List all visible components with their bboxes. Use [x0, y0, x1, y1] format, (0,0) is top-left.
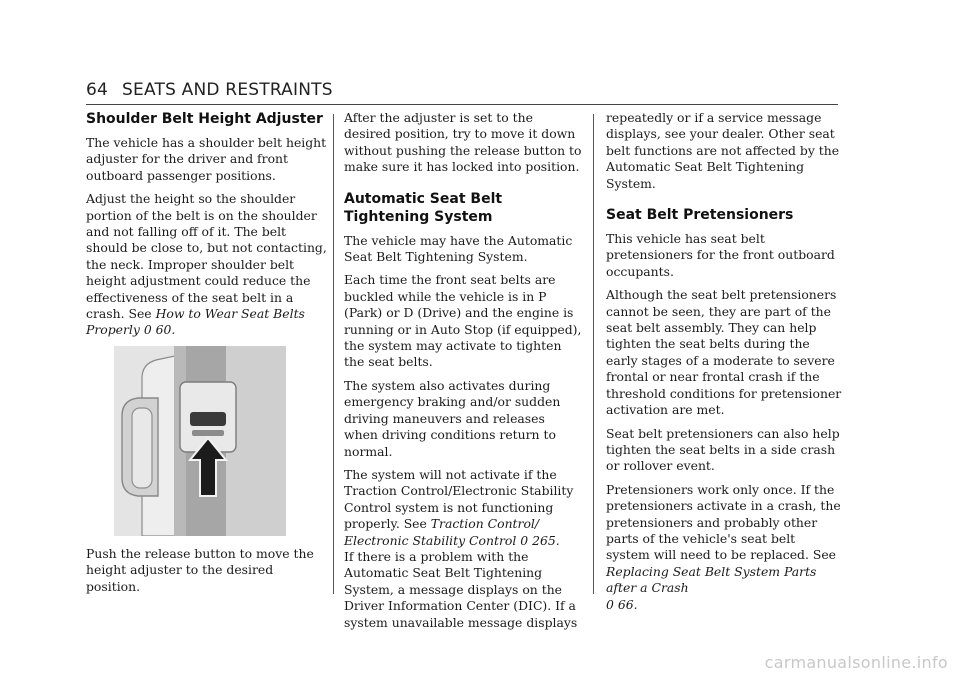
paragraph-text: Pretensioners work only once. If the pretensioners activate in a crash, the pretensioners and probably other parts of the vehicle's seat belt system will need to be replaced. See [606, 481, 841, 563]
paragraph: Each time the front seat belts are buckled while the vehicle is in P (Park) or D (Drive) and the engine is running or in Auto Stop (if equipped), the system may activate to tighten the seat belts. [344, 272, 582, 370]
paragraph: The vehicle has a shoulder belt height adjuster for the driver and front outboard passenger positions. [86, 135, 327, 183]
paragraph: repeatedly or if a service message displays, see your dealer. Other seat belt functions are not affected by the Automatic Seat Belt Tightening System. [606, 110, 840, 191]
paragraph-text: The system will not activate if the Traction Control/Electronic Stability Control system is not functioning properly. See [344, 466, 574, 532]
paragraph: If there is a problem with the Automatic Seat Belt Tightening System, a message displays on the Driver Information Center (DIC). If a system unavailable message displays [344, 548, 578, 630]
cross-reference-link[interactable]: Replacing Seat Belt System Parts after a Crash [606, 563, 817, 596]
column-3 [606, 110, 842, 620]
heading-shoulder-belt-height-adjuster: Shoulder Belt Height Adjuster [86, 111, 323, 127]
page-header [86, 80, 333, 100]
column-1 [86, 110, 328, 602]
column-divider [333, 114, 334, 594]
shoulder-belt-adjuster-illustration [114, 346, 286, 536]
paragraph: The system also activates during emergency braking and/or sudden driving maneuvers and releases when driving conditions return to normal. [344, 377, 561, 459]
paragraph [606, 482, 842, 613]
column-divider [593, 114, 594, 594]
figure-caption: Push the release button to move the height adjuster to the desired position. [86, 545, 314, 594]
paragraph: After the adjuster is set to the desired position, try to move it down without pushing the release button to make sure it has locked into position. [344, 110, 582, 175]
page-number: 64 [86, 80, 109, 100]
cross-reference-link[interactable]: How to Wear Seat Belts Properly [86, 306, 305, 338]
paragraph: The vehicle may have the Automatic Seat Belt Tightening System. [344, 232, 573, 265]
paragraph-text: Adjust the height so the shoulder portion of the belt is on the shoulder and not falling off of it. The belt should be close to, but not contacting, the neck. Improper shoulder belt height adjustment could reduce the effectiveness of the seat belt in a crash. See [86, 191, 327, 322]
site-watermark: carmanualsonline.info [764, 653, 948, 672]
page-reference[interactable]: 0 66. [606, 596, 638, 612]
heading-automatic-seat-belt-tightening: Automatic Seat Belt Tightening System [344, 190, 503, 225]
paragraph: Seat belt pretensioners can also help tighten the seat belts in a side crash or rollover event. [606, 425, 840, 474]
paragraph [344, 467, 582, 549]
section-title: SEATS AND RESTRAINTS [122, 80, 333, 100]
cross-reference-link[interactable]: Traction Control/ Electronic Stability Control [344, 516, 540, 548]
paragraph [86, 191, 328, 339]
header-rule [86, 104, 838, 105]
page-reference[interactable]: 0 60. [143, 322, 176, 338]
heading-seat-belt-pretensioners: Seat Belt Pretensioners [606, 207, 794, 224]
paragraph: This vehicle has seat belt pretensioners for the front outboard occupants. [606, 231, 835, 279]
page-reference[interactable]: 0 265. [520, 532, 560, 548]
column-2 [344, 110, 582, 638]
paragraph: Although the seat belt pretensioners cannot be seen, they are part of the seat belt assembly. They can help tighten the seat belts during the early stages of a moderate to severe frontal or near frontal crash if the threshold conditions for pretensioner activation are met. [606, 287, 842, 418]
